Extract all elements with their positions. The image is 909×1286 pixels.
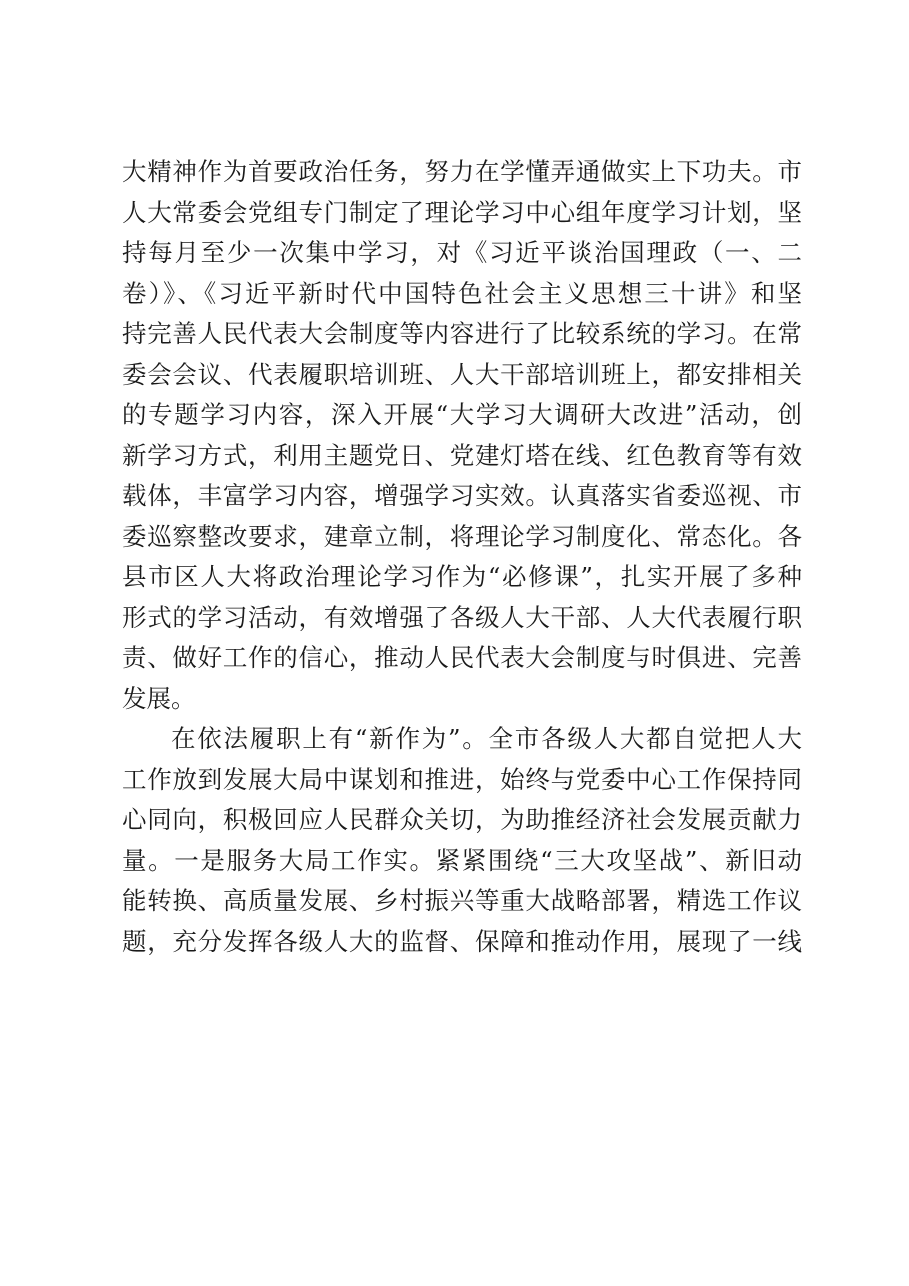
paragraph-line: 卷）》、《习近平新时代中国特色社会主义思想三十讲》和坚 <box>122 278 802 308</box>
paragraph-line: 能转换、高质量发展、乡村振兴等重大战略部署，精选工作议 <box>122 886 802 915</box>
paragraph-2 <box>122 719 802 962</box>
paragraph-line: 大精神作为首要政治任务，努力在学懂弄通做实上下功夫。市 <box>122 157 802 186</box>
paragraph-line: 量。一是服务大局工作实。紧紧围绕“三大攻坚战”、新旧动 <box>122 845 802 875</box>
paragraph-line: 县市区人大将政治理论学习作为“必修课”，扎实开展了多种 <box>122 562 802 591</box>
paragraph-line: 持每月至少一次集中学习，对《习近平谈治国理政（一、二 <box>122 238 802 267</box>
paragraph-line: 在依法履职上有“新作为”。全市各级人大都自觉把人大 <box>171 724 802 753</box>
document-body <box>122 152 802 962</box>
paragraph-line: 人大常委会党组专门制定了理论学习中心组年度学习计划，坚 <box>122 197 802 227</box>
paragraph-line: 发展。 <box>122 683 196 713</box>
paragraph-line: 形式的学习活动，有效增强了各级人大干部、人大代表履行职 <box>122 602 802 632</box>
paragraph-line: 载体，丰富学习内容，增强学习实效。认真落实省委巡视、市 <box>122 481 802 510</box>
paragraph-line: 新学习方式，利用主题党日、党建灯塔在线、红色教育等有效 <box>122 440 802 470</box>
paragraph-line: 的专题学习内容，深入开展“大学习大调研大改进”活动，创 <box>122 400 802 429</box>
paragraph-line: 心同向，积极回应人民群众关切，为助推经济社会发展贡献力 <box>122 805 802 834</box>
paragraph-line: 委巡察整改要求，建章立制，将理论学习制度化、常态化。各 <box>122 521 802 551</box>
paragraph-1 <box>122 152 802 719</box>
paragraph-line: 持完善人民代表大会制度等内容进行了比较系统的学习。在常 <box>122 319 802 348</box>
paragraph-line: 委会会议、代表履职培训班、人大干部培训班上，都安排相关 <box>122 359 802 389</box>
paragraph-line: 工作放到发展大局中谋划和推进，始终与党委中心工作保持同 <box>122 764 802 794</box>
paragraph-line: 题，充分发挥各级人大的监督、保障和推动作用，展现了一线 <box>122 926 802 956</box>
paragraph-line: 责、做好工作的信心，推动人民代表大会制度与时俱进、完善 <box>122 643 802 672</box>
